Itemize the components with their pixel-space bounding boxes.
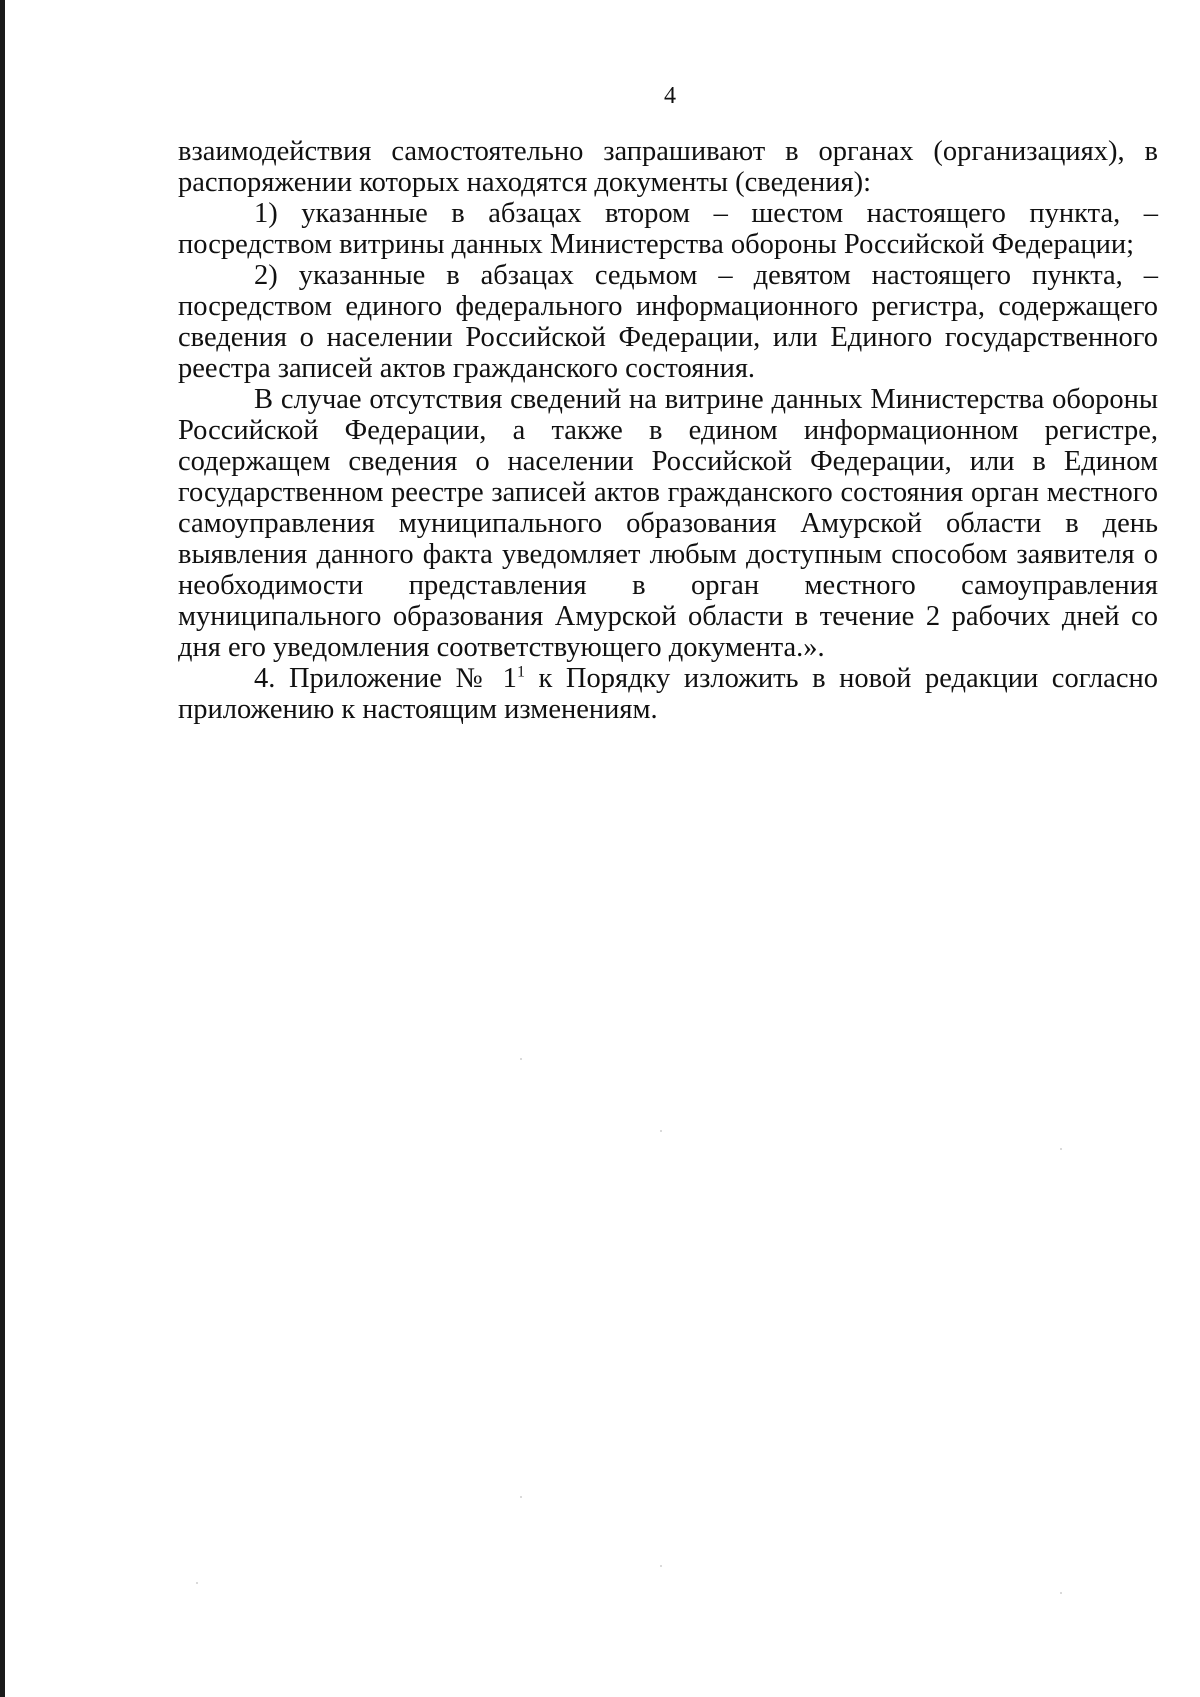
page-number: 4 (664, 83, 676, 109)
paragraph-item-1: 1) указанные в абзацах втором – шестом настоящего пункта, – посредством витрины данных Министерства обороны Российской Федерации; (178, 198, 1158, 260)
paragraph-absence-notice: В случае отсутствия сведений на витрине данных Министерства обороны Российской Федерации, а также в едином информационном регистре, содержащем сведения о населении Российской Федерации, или в Едином государственном реестре записей актов гражданского состояния орган местного самоуправления муниципального образования Амурской области в день выявления данного факта уведомляет любым доступным способом заявителя о необходимости представления в орган местного самоуправления муниципального образования Амурской области в течение 2 рабочих дней со дня его уведомления соответствующего документа.». (178, 384, 1158, 663)
scan-speck (520, 1496, 522, 1498)
scan-speck (660, 1565, 662, 1567)
scan-speck (520, 1058, 522, 1060)
item-4-text: к Порядку изложить в новой редакции согласно приложению к настоящим изменениям. (178, 663, 1158, 725)
item-4-lead: 4. Приложение № 1 (254, 663, 517, 694)
scan-speck (1060, 1592, 1062, 1594)
paragraph-item-4 (178, 663, 1158, 725)
document-body (178, 136, 1158, 725)
scan-speck (660, 1130, 662, 1132)
scan-edge (0, 0, 5, 1697)
scan-speck (1060, 1148, 1062, 1150)
item-4-superscript: 1 (516, 663, 525, 681)
paragraph-item-2: 2) указанные в абзацах седьмом – девятом настоящего пункта, – посредством единого федерального информационного регистра, содержащего сведения о населении Российской Федерации, или Единого государственного реестра записей актов гражданского состояния. (178, 260, 1158, 384)
scan-speck (196, 1582, 198, 1584)
paragraph-continuation: взаимодействия самостоятельно запрашивают в органах (организациях), в распоряжении которых находятся документы (сведения): (178, 136, 1158, 198)
